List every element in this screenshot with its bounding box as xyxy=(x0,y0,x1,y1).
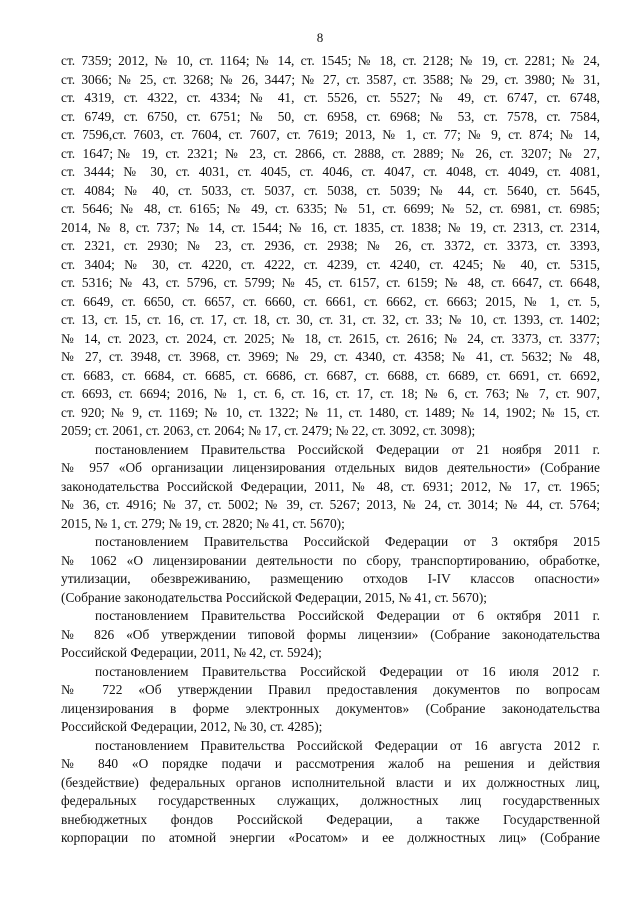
text-line: ст. 5316; № 43, ст. 5796, ст. 5799; № 45, ст. 6157, ст. 6159; № 48, ст. 6647, ст. 6648, xyxy=(61,275,600,290)
document-body xyxy=(61,52,600,848)
text-line: ст. 3444; № 30, ст. 4031, ст. 4045, ст. 4046, ст. 4047, ст. 4048, ст. 4049, ст. 4081, xyxy=(61,164,600,179)
text-line: ст. 6693, ст. 6694; 2016, № 1, ст. 6, ст. 16, ст. 17, ст. 18; № 6, ст. 763; № 7, ст. 907, xyxy=(61,386,600,401)
paragraph xyxy=(61,441,600,534)
text-line: № 14, ст. 2023, ст. 2024, ст. 2025; № 18, ст. 2615, ст. 2616; № 24, ст. 3373, ст. 3377; xyxy=(61,330,600,346)
text-line: № 722 «Об утверждении Правил предоставления документов по вопросам xyxy=(61,682,600,697)
text-line: ст. 6749, ст. 6750, ст. 6751; № 50, ст. 6958, ст. 6968; № 53, ст. 7578, ст. 7584, xyxy=(61,108,600,124)
text-line: ст. 3404; № 30, ст. 4220, ст. 4222, ст. 4239, ст. 4240, ст. 4245; № 40, ст. 5315, xyxy=(61,256,600,272)
text-line: ст. 1647;№ 19, ст. 2321; № 23, ст. 2866, ст. 2888, ст. 2889; № 26, ст. 3207; № 27, xyxy=(61,145,600,161)
text-line: № 826 «Об утверждении типовой формы лицензии» (Собрание законодательства xyxy=(61,626,600,642)
paragraph xyxy=(61,737,600,848)
page-number: 8 xyxy=(316,30,324,45)
text-line: Российской Федерации, 2011, № 42, ст. 5924); xyxy=(61,645,322,660)
text-line: постановлением Правительства Российской Федерации от 16 августа 2012 г. xyxy=(95,737,600,753)
text-line: постановлением Правительства Российской Федерации от 6 октября 2011 г. xyxy=(95,608,600,623)
text-line: утилизации, обезвреживанию, размещению отходов I-IV классов опасности» xyxy=(61,571,600,586)
text-line: 2014, № 8, ст. 737; № 14, ст. 1544; № 16, ст. 1835, ст. 1838; № 19, ст. 2313, ст. 2314, xyxy=(61,219,600,235)
text-line: 2059; ст. 2061, ст. 2063, ст. 2064; № 17, ст. 2479; № 22, ст. 3092, ст. 3098); xyxy=(61,423,476,438)
text-line: ст. 6649, ст. 6650, ст. 6657, ст. 6660, ст. 6661, ст. 6662, ст. 6663; 2015, № 1, ст. 5, xyxy=(61,293,600,309)
text-line: федеральных государственных служащих, должностных лиц государственных xyxy=(61,793,600,808)
text-line: лицензирования в форме электронных документов» (Собрание законодательства xyxy=(61,700,600,716)
text-line: внебюджетных фондов Российской Федерации, а также Государственной xyxy=(61,811,600,827)
text-line: 2015, № 1, ст. 279; № 19, ст. 2820; № 41, ст. 5670); xyxy=(61,515,345,531)
text-line: постановлением Правительства Российской Федерации от 21 ноября 2011 г. xyxy=(95,441,600,457)
text-line: корпорации по атомной энергии «Росатом» и ее должностных лиц» (Собрание xyxy=(61,830,600,845)
text-line: ст. 6683, ст. 6684, ст. 6685, ст. 6686, ст. 6687, ст. 6688, ст. 6689, ст. 6691, ст. 6692, xyxy=(61,367,600,383)
text-line: (Собрание законодательства Российской Федерации, 2015, № 41, ст. 5670); xyxy=(61,589,488,605)
text-line: ст. 4084; № 40, ст. 5033, ст. 5037, ст. 5038, ст. 5039; № 44, ст. 5640, ст. 5645, xyxy=(61,182,600,198)
text-line: ст. 5646; № 48, ст. 6165; № 49, ст. 6335; № 51, ст. 6699; № 52, ст. 6981, ст. 6985; xyxy=(61,201,600,216)
paragraph xyxy=(61,52,600,441)
text-line: ст. 2321, ст. 2930; № 23, ст. 2936, ст. 2938; № 26, ст. 3372, ст. 3373, ст. 3393, xyxy=(61,238,600,253)
text-line: № 1062 «О лицензировании деятельности по сбору, транспортированию, обработке, xyxy=(61,552,600,568)
text-line: (бездействие) федеральных органов исполнительной власти и их должностных лиц, xyxy=(61,774,600,790)
text-line: № 957 «Об организации лицензирования отдельных видов деятельности» (Собрание xyxy=(61,460,600,475)
paragraph xyxy=(61,663,600,737)
text-line: законодательства Российской Федерации, 2011, № 48, ст. 6931; 2012, № 17, ст. 1965; xyxy=(61,478,600,494)
paragraph xyxy=(61,533,600,607)
text-line: ст. 7596,ст. 7603, ст. 7604, ст. 7607, ст. 7619; 2013, № 1, ст. 77; № 9, ст. 874; № 14, xyxy=(61,127,600,142)
text-line: постановлением Правительства Российской Федерации от 16 июля 2012 г. xyxy=(95,663,600,679)
text-line: постановлением Правительства Российской Федерации от 3 октября 2015 xyxy=(95,534,600,549)
text-line: ст. 13, ст. 15, ст. 16, ст. 17, ст. 18, ст. 30, ст. 31, ст. 32, ст. 33; № 10, ст. 1393, ст. 1402; xyxy=(61,312,600,327)
text-line: ст. 7359; 2012, № 10, ст. 1164; № 14, ст. 1545; № 18, ст. 2128; № 19, ст. 2281; № 24, xyxy=(61,53,600,68)
text-line: ст. 3066; № 25, ст. 3268; № 26, 3447; № 27, ст. 3587, ст. 3588; № 29, ст. 3980; № 31, xyxy=(61,71,600,87)
paragraph xyxy=(61,607,600,663)
text-line: ст. 920; № 9, ст. 1169; № 10, ст. 1322; № 11, ст. 1480, ст. 1489; № 14, 1902; № 15, ст. xyxy=(61,404,600,420)
text-line: ст. 4319, ст. 4322, ст. 4334; № 41, ст. 5526, ст. 5527; № 49, ст. 6747, ст. 6748, xyxy=(61,90,600,105)
text-line: № 36, ст. 4916; № 37, ст. 5002; № 39, ст. 5267; 2013, № 24, ст. 3014; № 44, ст. 5764; xyxy=(61,497,600,512)
text-line: № 840 «О порядке подачи и рассмотрения жалоб на решения и действия xyxy=(61,756,600,771)
text-line: № 27, ст. 3948, ст. 3968, ст. 3969; № 29, ст. 4340, ст. 4358; № 41, ст. 5632; № 48, xyxy=(61,349,600,364)
text-line: Российской Федерации, 2012, № 30, ст. 4285); xyxy=(61,719,323,734)
